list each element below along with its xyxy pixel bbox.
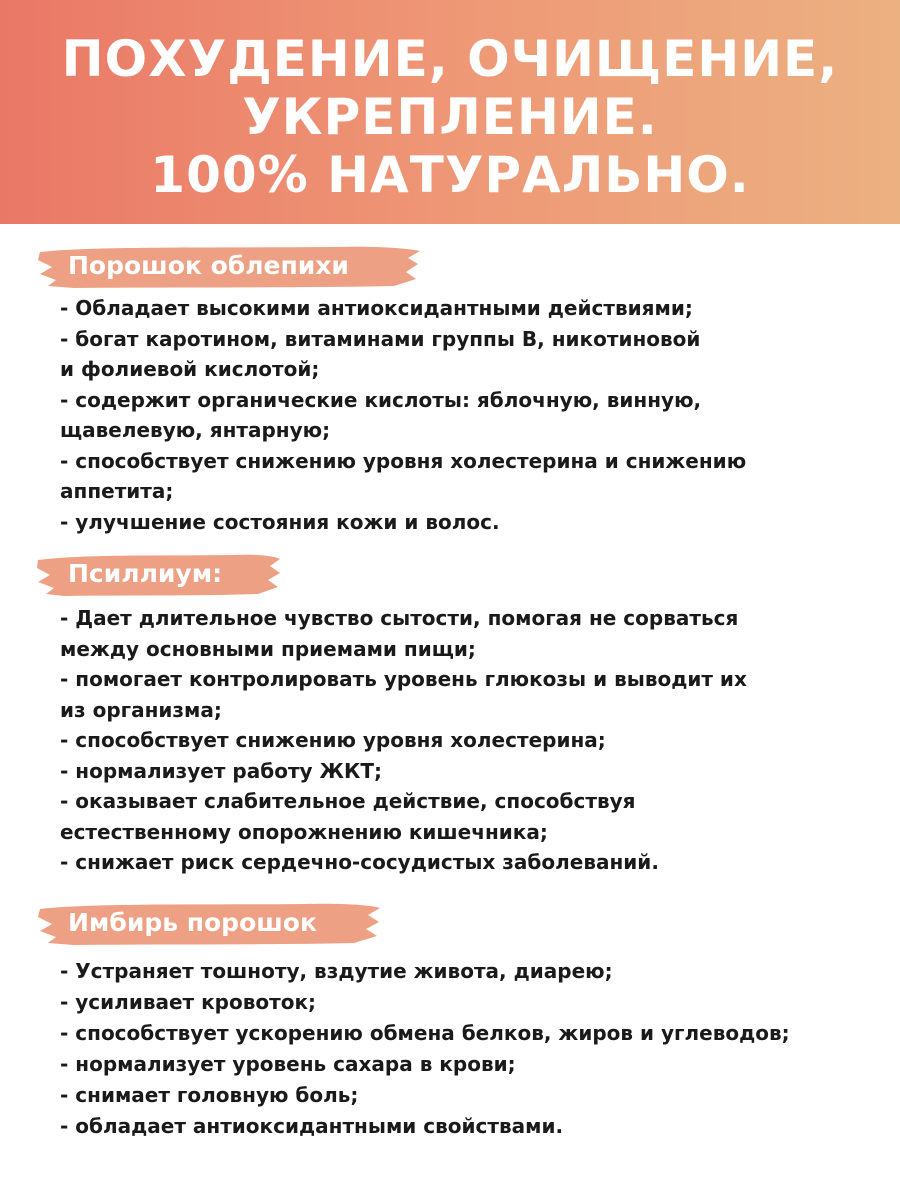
section-list-sea-buckthorn [60, 293, 880, 537]
section-title: Порошок облепихи [68, 251, 349, 280]
list-item: - нормализует уровень сахара в крови; [60, 1052, 516, 1076]
list-item: - Дает длительное чувство сытости, помогая не сорваться [60, 606, 739, 630]
list-item: - нормализует работу ЖКТ; [60, 758, 383, 783]
list-item: - усиливает кровоток; [60, 990, 317, 1014]
list-item: - богат каротином, витаминами группы В, никотиновой [60, 326, 701, 351]
page-title [0, 30, 900, 204]
list-item: - снимает головную боль; [60, 1083, 359, 1107]
title-line: ПОХУДЕНИЕ, ОЧИЩЕНИЕ, [61, 30, 839, 88]
list-item: - способствует снижению уровня холестерина и снижению [60, 448, 747, 473]
list-item: - обладает антиоксидантными свойствами. [60, 1114, 564, 1138]
section-tag-psyllium [34, 550, 284, 600]
list-item: между основными приемами пищи; [60, 636, 476, 661]
list-item: - способствует снижению уровня холестерина; [60, 728, 606, 752]
section-list-ginger [60, 956, 880, 1142]
list-item: щавелевую, янтарную; [60, 418, 331, 442]
section-list-psyllium [60, 603, 880, 878]
list-item: - помогает контролировать уровень глюкозы и выводит их [60, 667, 747, 691]
list-item: - способствует ускорению обмена белков, жиров и углеводов; [60, 1021, 790, 1045]
section-title: Имбирь порошок [68, 908, 317, 937]
list-item: естественному опорожнению кишечника; [60, 819, 548, 844]
section-tag-ginger [34, 899, 384, 949]
title-line: 100% НАТУРАЛЬНО. [150, 146, 750, 204]
list-item: аппетита; [60, 479, 174, 503]
list-item: - улучшение состояния кожи и волос. [60, 509, 500, 534]
list-item: - Обладает высокими антиоксидантными действиями; [60, 296, 693, 320]
list-item: - оказывает слабительное действие, способствуя [60, 789, 636, 813]
list-item: из организма; [60, 697, 222, 722]
section-tag-sea-buckthorn [34, 242, 424, 292]
list-item: - содержит органические кислоты: яблочную, винную, [60, 387, 702, 412]
header-banner [0, 0, 900, 224]
list-item: - снижает риск сердечно-сосудистых заболеваний. [60, 850, 659, 874]
title-line: УКРЕПЛЕНИЕ. [242, 88, 658, 146]
list-item: и фолиевой кислотой; [60, 357, 320, 381]
section-title: Псиллиум: [68, 559, 223, 588]
list-item: - Устраняет тошноту, вздутие живота, диарею; [60, 959, 613, 983]
